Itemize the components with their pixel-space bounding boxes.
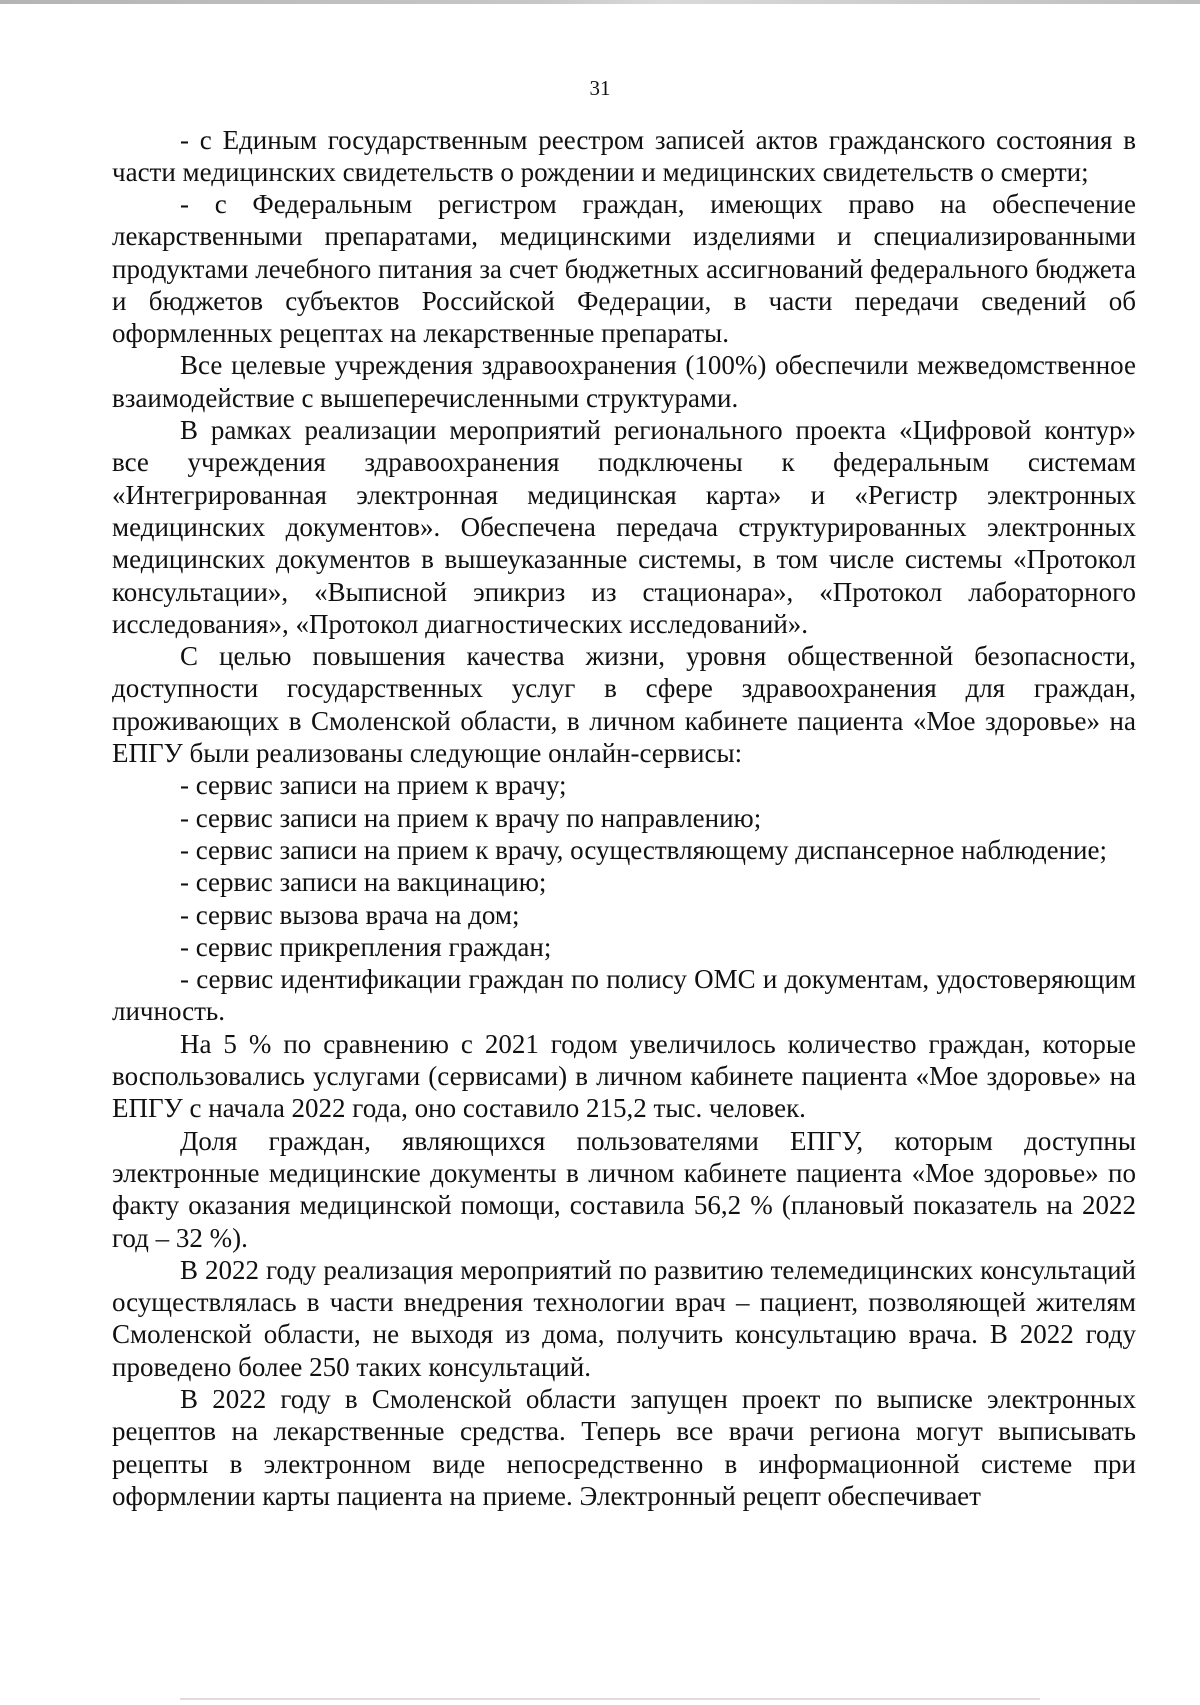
paragraph-telemedicine: В 2022 году реализация мероприятий по развитию телемедицинских консультаций осуществлялась в части внедрения технологии врач – пациент, позволяющей жителям Смоленской области, не выходя из дома, получить консультацию врача. В 2022 году проведено более 250 таких консультаций. xyxy=(112,1254,1136,1382)
list-item-identification: - сервис идентификации граждан по полису ОМС и документам, удостоверяющим личность. xyxy=(112,964,1136,1027)
paragraph-federal-register: - с Федеральным регистром граждан, имеющих право на обеспечение лекарственными препаратами, медицинскими изделиями и специализированными продуктами лечебного питания за счет бюджетных ассигнований федерального бюджета и бюджетов субъектов Российской Федерации, в части передачи сведений об оформленных рецептах на лекарственные препараты. xyxy=(112,189,1136,349)
document-body xyxy=(112,124,1136,1512)
paragraph-all-institutions: Все целевые учреждения здравоохранения (100%) обеспечили межведомственное взаимодействие с вышеперечисленными структурами. xyxy=(112,350,1136,413)
paragraph-online-services-intro: С целью повышения качества жизни, уровня общественной безопасности, доступности государственных услуг в сфере здравоохранения для граждан, проживающих в Смоленской области, в личном кабинете пациента «Мое здоровье» на ЕПГУ были реализованы следующие онлайн-сервисы: xyxy=(112,641,1136,769)
paragraph-digital-contour: В рамках реализации мероприятий регионального проекта «Цифровой контур» все учреждения здравоохранения подключены к федеральным системам «Интегрированная электронная медицинская карта» и «Регистр электронных медицинских документов». Обеспечена передача структурированных электронных медицинских документов в вышеуказанные системы, в том числе системы «Протокол консультации», «Выписной эпикриз из стационара», «Протокол лабораторного исследования», «Протокол диагностических исследований». xyxy=(112,415,1136,639)
paragraph-usage-growth: На 5 % по сравнению с 2021 годом увеличилось количество граждан, которые воспользовались услугами (сервисами) в личном кабинете пациента «Мое здоровье» на ЕПГУ с начала 2022 года, оно составило 215,2 тыс. человек. xyxy=(112,1028,1136,1124)
paragraph-e-prescriptions: В 2022 году в Смоленской области запущен проект по выписке электронных рецептов на лекарственные средства. Теперь все врачи региона могут выписывать рецепты в электронном виде непосредственно в информационной системе при оформлении карты пациента на приеме. Электронный рецепт обеспечивает xyxy=(112,1383,1136,1511)
list-item-appointment: - сервис записи на прием к врачу; xyxy=(180,770,567,801)
list-item-vaccination: - сервис записи на вакцинацию; xyxy=(180,867,547,898)
list-item-appointment-referral: - сервис записи на прием к врачу по направлению; xyxy=(180,802,762,833)
list-item-home-visit: - сервис вызова врача на дом; xyxy=(180,899,520,930)
list-item-attachment: - сервис прикрепления граждан; xyxy=(180,931,552,962)
scan-edge-top xyxy=(0,0,1200,4)
page-number: 31 xyxy=(589,76,611,100)
paragraph-registry-zags: - с Единым государственным реестром записей актов гражданского состояния в части медицинских свидетельств о рождении и медицинских свидетельств о смерти; xyxy=(112,125,1136,187)
paragraph-epgu-share: Доля граждан, являющихся пользователями ЕПГУ, которым доступны электронные медицинские документы в личном кабинете пациента «Мое здоровье» по факту оказания медицинской помощи, составила 56,2 % (плановый показатель на 2022 год – 32 %). xyxy=(112,1125,1136,1253)
list-item-appointment-dispensary: - сервис записи на прием к врачу, осуществляющему диспансерное наблюдение; xyxy=(180,834,1107,865)
scan-edge-bottom xyxy=(180,1698,1040,1700)
